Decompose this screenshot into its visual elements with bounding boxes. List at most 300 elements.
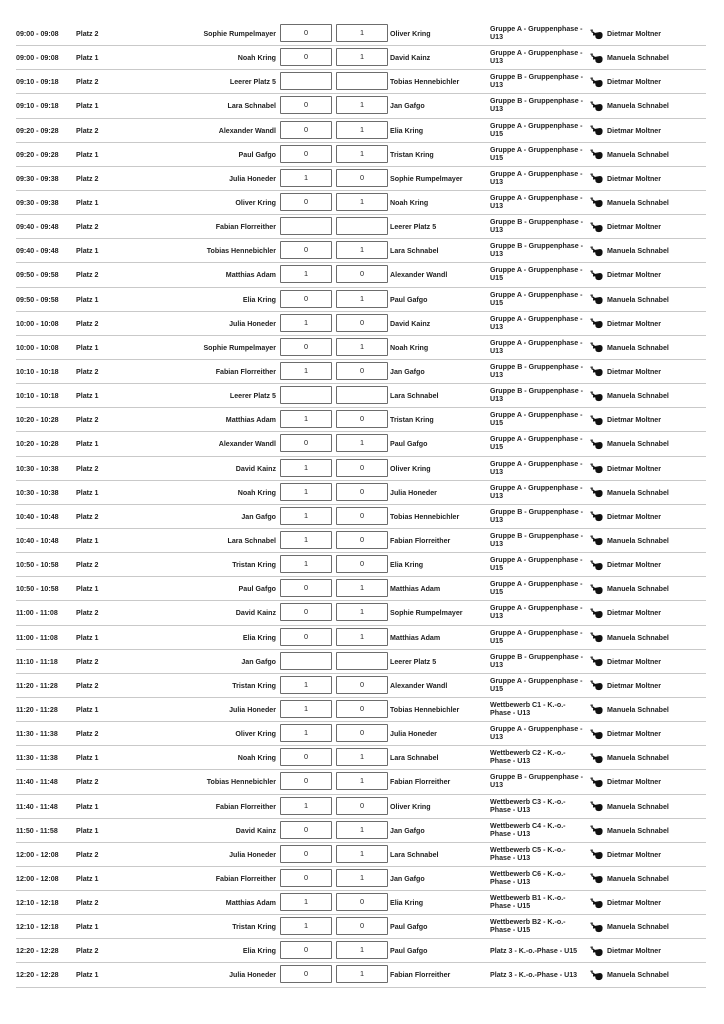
match-court: Platz 1 — [76, 874, 99, 883]
away-player: Paul Gafgo — [390, 295, 428, 304]
match-row — [16, 939, 706, 963]
home-player: Elia Kring — [242, 295, 276, 304]
away-score-field[interactable]: 1 — [336, 941, 388, 959]
away-player: Jan Gafgo — [390, 826, 425, 835]
referee-name: Dietmar Moltner — [607, 271, 661, 280]
referee-name: Dietmar Moltner — [607, 512, 661, 521]
match-court: Platz 1 — [76, 440, 99, 449]
match-court: Platz 2 — [76, 464, 99, 473]
home-score-field[interactable]: 0 — [280, 145, 332, 163]
match-row — [16, 698, 706, 722]
match-row — [16, 312, 706, 336]
referee — [590, 656, 661, 668]
away-score-field[interactable] — [336, 386, 388, 404]
match-group: Gruppe A - Gruppenphase - U13 — [490, 483, 583, 500]
match-row — [16, 577, 706, 601]
home-score-field[interactable]: 0 — [280, 121, 332, 139]
home-score-field[interactable]: 0 — [280, 24, 332, 42]
home-player: Tobias Hennebichler — [206, 778, 276, 787]
whistle-icon — [590, 656, 603, 667]
match-time: 10:20 - 10:28 — [16, 416, 59, 425]
home-player: Oliver Kring — [235, 730, 276, 739]
whistle-icon — [590, 777, 603, 788]
match-group: Gruppe A - Gruppenphase - U15 — [490, 556, 583, 573]
match-group: Gruppe A - Gruppenphase - U13 — [490, 314, 583, 331]
match-group: Gruppe B - Gruppenphase - U13 — [490, 218, 584, 235]
referee-name: Dietmar Moltner — [607, 899, 661, 908]
match-row — [16, 505, 706, 529]
away-score-field[interactable]: 0 — [336, 459, 388, 477]
referee-name: Dietmar Moltner — [607, 609, 661, 618]
away-player: David Kainz — [390, 319, 431, 328]
whistle-icon — [590, 246, 603, 257]
match-row — [16, 263, 706, 287]
home-score-field[interactable]: 0 — [280, 434, 332, 452]
whistle-icon — [590, 366, 603, 377]
referee — [590, 366, 661, 378]
home-score-field[interactable]: 0 — [280, 941, 332, 959]
referee — [590, 414, 661, 426]
match-time: 10:50 - 10:58 — [16, 585, 59, 594]
whistle-icon — [590, 222, 603, 233]
match-court: Platz 2 — [76, 899, 99, 908]
match-time: 11:40 - 11:48 — [16, 778, 58, 787]
away-player: Elia Kring — [390, 899, 424, 908]
away-score-field[interactable]: 0 — [336, 314, 388, 332]
away-player: Noah Kring — [390, 343, 429, 352]
whistle-icon — [590, 898, 603, 909]
whistle-icon — [590, 729, 603, 740]
match-time: 09:30 - 09:38 — [16, 198, 59, 207]
match-group: Wettbewerb C5 - K.-o.-Phase - U13 — [490, 845, 566, 862]
match-row — [16, 384, 706, 408]
away-score-field[interactable]: 1 — [336, 772, 388, 790]
referee-name: Manuela Schnabel — [607, 874, 669, 883]
home-player: Tristan Kring — [232, 923, 276, 932]
match-time: 10:20 - 10:28 — [16, 440, 59, 449]
match-court: Platz 1 — [76, 754, 99, 763]
match-group: Gruppe A - Gruppenphase - U13 — [490, 459, 583, 476]
match-court: Platz 2 — [76, 271, 99, 280]
match-row — [16, 746, 706, 770]
match-time: 09:50 - 09:58 — [16, 271, 59, 280]
home-player: Alexander Wandl — [218, 126, 276, 135]
away-score-field[interactable] — [336, 217, 388, 235]
referee-name: Manuela Schnabel — [607, 633, 669, 642]
match-time: 09:10 - 09:18 — [16, 102, 59, 111]
referee — [590, 776, 661, 788]
match-group: Gruppe A - Gruppenphase - U15 — [490, 145, 583, 162]
whistle-icon — [590, 487, 603, 498]
away-player: Julia Honeder — [390, 730, 437, 739]
referee-name: Dietmar Moltner — [607, 78, 661, 87]
home-score-field[interactable]: 0 — [280, 628, 332, 646]
whistle-icon — [590, 632, 603, 643]
match-row — [16, 432, 706, 456]
home-score-field[interactable]: 1 — [280, 483, 332, 501]
referee-name: Dietmar Moltner — [607, 947, 661, 956]
away-score-field[interactable]: 1 — [336, 193, 388, 211]
away-player: Jan Gafgo — [390, 367, 425, 376]
home-score-field[interactable]: 0 — [280, 579, 332, 597]
away-score-field[interactable]: 1 — [336, 965, 388, 983]
match-row — [16, 843, 706, 867]
match-court: Platz 1 — [76, 971, 99, 980]
home-player: Paul Gafgo — [238, 585, 276, 594]
home-score-field[interactable]: 1 — [280, 893, 332, 911]
home-score-field[interactable]: 1 — [280, 314, 332, 332]
referee — [590, 125, 661, 137]
away-score-field[interactable]: 0 — [336, 531, 388, 549]
match-time: 09:40 - 09:48 — [16, 247, 59, 256]
away-player: Noah Kring — [390, 198, 429, 207]
referee-name: Dietmar Moltner — [607, 464, 661, 473]
match-time: 12:20 - 12:28 — [16, 971, 59, 980]
home-score-field[interactable]: 1 — [280, 917, 332, 935]
referee — [590, 318, 661, 330]
home-score-field[interactable]: 1 — [280, 700, 332, 718]
away-player: Lara Schnabel — [390, 247, 439, 256]
away-score-field[interactable]: 1 — [336, 290, 388, 308]
referee-name: Manuela Schnabel — [607, 150, 669, 159]
away-score-field[interactable]: 1 — [336, 628, 388, 646]
referee — [590, 873, 669, 885]
referee — [590, 583, 669, 595]
home-score-field[interactable]: 0 — [280, 338, 332, 356]
referee — [590, 897, 661, 909]
match-row — [16, 94, 706, 118]
referee — [590, 825, 669, 837]
home-score-field[interactable]: 1 — [280, 555, 332, 573]
away-score-field[interactable]: 0 — [336, 362, 388, 380]
match-court: Platz 2 — [76, 174, 99, 183]
away-score-field[interactable]: 1 — [336, 338, 388, 356]
home-score-field[interactable]: 0 — [280, 603, 332, 621]
match-row — [16, 626, 706, 650]
home-player: Sophie Rumpelmayer — [203, 343, 276, 352]
home-player: Noah Kring — [237, 488, 276, 497]
match-court: Platz 1 — [76, 102, 99, 111]
away-score-field[interactable]: 0 — [336, 700, 388, 718]
match-group: Gruppe A - Gruppenphase - U13 — [490, 25, 583, 41]
match-court: Platz 2 — [76, 78, 99, 87]
referee-name: Dietmar Moltner — [607, 850, 661, 859]
away-score-field[interactable]: 0 — [336, 724, 388, 742]
match-court: Platz 2 — [76, 850, 99, 859]
whistle-icon — [590, 342, 603, 353]
away-player: David Kainz — [390, 54, 431, 63]
match-row — [16, 143, 706, 167]
match-group: Gruppe B - Gruppenphase - U13 — [490, 242, 584, 259]
whistle-icon — [590, 415, 603, 426]
home-player: Jan Gafgo — [241, 512, 276, 521]
away-score-field[interactable] — [336, 72, 388, 90]
away-player: Julia Honeder — [390, 488, 437, 497]
match-group: Gruppe A - Gruppenphase - U15 — [490, 580, 583, 597]
away-player: Matthias Adam — [390, 633, 441, 642]
home-player: Fabian Florreither — [215, 367, 276, 376]
home-score-field[interactable]: 1 — [280, 724, 332, 742]
match-court: Platz 1 — [76, 826, 99, 835]
match-group: Wettbewerb C6 - K.-o.-Phase - U13 — [490, 869, 566, 886]
match-row — [16, 22, 706, 46]
home-score-field[interactable]: 0 — [280, 290, 332, 308]
match-court: Platz 1 — [76, 705, 99, 714]
match-time: 09:20 - 09:28 — [16, 150, 59, 159]
match-time: 12:10 - 12:18 — [16, 923, 59, 932]
match-time: 10:00 - 10:08 — [16, 319, 59, 328]
away-score-field[interactable]: 1 — [336, 145, 388, 163]
home-score-field[interactable] — [280, 72, 332, 90]
match-court: Platz 2 — [76, 609, 99, 618]
away-score-field[interactable]: 0 — [336, 169, 388, 187]
referee — [590, 704, 669, 716]
away-score-field[interactable]: 1 — [336, 121, 388, 139]
referee — [590, 76, 661, 88]
home-player: Julia Honeder — [229, 705, 276, 714]
match-group: Gruppe A - Gruppenphase - U13 — [490, 169, 583, 186]
match-time: 10:30 - 10:38 — [16, 464, 59, 473]
whistle-icon — [590, 29, 603, 40]
away-score-field[interactable]: 0 — [336, 265, 388, 283]
home-player: Paul Gafgo — [238, 150, 276, 159]
home-score-field[interactable]: 1 — [280, 531, 332, 549]
home-score-field[interactable]: 1 — [280, 169, 332, 187]
away-score-field[interactable]: 0 — [336, 893, 388, 911]
away-score-field[interactable]: 1 — [336, 434, 388, 452]
referee — [590, 921, 669, 933]
whistle-icon — [590, 608, 603, 619]
whistle-icon — [590, 77, 603, 88]
home-score-field[interactable] — [280, 652, 332, 670]
referee — [590, 28, 661, 40]
away-score-field[interactable]: 0 — [336, 507, 388, 525]
home-score-field[interactable]: 0 — [280, 748, 332, 766]
home-player: Tristan Kring — [232, 681, 276, 690]
match-time: 09:50 - 09:58 — [16, 295, 59, 304]
referee — [590, 173, 661, 185]
match-time: 11:10 - 11:18 — [16, 657, 58, 666]
match-group: Wettbewerb C4 - K.-o.-Phase - U13 — [490, 821, 566, 838]
home-score-field[interactable] — [280, 217, 332, 235]
away-score-field[interactable]: 1 — [336, 24, 388, 42]
home-score-field[interactable]: 0 — [280, 193, 332, 211]
match-time: 09:30 - 09:38 — [16, 174, 59, 183]
home-player: Noah Kring — [237, 754, 276, 763]
home-player: Tristan Kring — [232, 561, 276, 570]
away-score-field[interactable]: 0 — [336, 676, 388, 694]
referee — [590, 849, 661, 861]
match-court: Platz 1 — [76, 392, 99, 401]
away-score-field[interactable]: 0 — [336, 555, 388, 573]
away-player: Oliver Kring — [390, 802, 431, 811]
referee-name: Manuela Schnabel — [607, 295, 669, 304]
referee-name: Manuela Schnabel — [607, 802, 669, 811]
whistle-icon — [590, 318, 603, 329]
match-time: 09:00 - 09:08 — [16, 30, 59, 38]
match-court: Platz 1 — [76, 923, 99, 932]
match-court: Platz 2 — [76, 367, 99, 376]
referee — [590, 390, 669, 402]
match-court: Platz 2 — [76, 223, 99, 232]
match-group: Gruppe B - Gruppenphase - U13 — [490, 773, 584, 790]
match-row — [16, 915, 706, 939]
referee-name: Dietmar Moltner — [607, 681, 661, 690]
whistle-icon — [590, 511, 603, 522]
away-score-field[interactable]: 0 — [336, 917, 388, 935]
whistle-icon — [590, 753, 603, 764]
match-schedule — [16, 22, 706, 988]
referee — [590, 438, 669, 450]
referee-name: Manuela Schnabel — [607, 585, 669, 594]
home-score-field[interactable]: 0 — [280, 96, 332, 114]
away-score-field[interactable]: 1 — [336, 603, 388, 621]
home-player: David Kainz — [235, 609, 276, 618]
away-player: Sophie Rumpelmayer — [390, 609, 463, 618]
match-row — [16, 601, 706, 625]
referee — [590, 100, 669, 112]
match-group: Gruppe A - Gruppenphase - U15 — [490, 290, 583, 307]
away-score-field[interactable] — [336, 652, 388, 670]
match-time: 11:00 - 11:08 — [16, 633, 58, 642]
home-score-field[interactable]: 0 — [280, 241, 332, 259]
home-score-field[interactable]: 0 — [280, 821, 332, 839]
match-time: 10:50 - 10:58 — [16, 561, 59, 570]
referee — [590, 294, 669, 306]
match-row — [16, 481, 706, 505]
match-row — [16, 963, 706, 987]
home-player: Fabian Florreither — [215, 223, 276, 232]
referee-name: Manuela Schnabel — [607, 54, 669, 63]
match-row — [16, 167, 706, 191]
match-court: Platz 1 — [76, 536, 99, 545]
match-time: 09:10 - 09:18 — [16, 78, 59, 87]
away-score-field[interactable]: 1 — [336, 869, 388, 887]
home-score-field[interactable]: 1 — [280, 797, 332, 815]
match-group: Gruppe A - Gruppenphase - U13 — [490, 604, 583, 621]
home-score-field[interactable]: 1 — [280, 362, 332, 380]
referee — [590, 342, 669, 354]
referee — [590, 463, 661, 475]
referee — [590, 269, 661, 281]
home-score-field[interactable]: 0 — [280, 965, 332, 983]
referee — [590, 607, 661, 619]
match-court: Platz 2 — [76, 778, 99, 787]
referee-name: Dietmar Moltner — [607, 126, 661, 135]
whistle-icon — [590, 680, 603, 691]
whistle-icon — [590, 391, 603, 402]
home-score-field[interactable]: 0 — [280, 845, 332, 863]
referee-name: Manuela Schnabel — [607, 826, 669, 835]
away-player: Alexander Wandl — [390, 681, 448, 690]
match-time: 11:40 - 11:48 — [16, 802, 58, 811]
home-player: Matthias Adam — [225, 899, 276, 908]
match-group: Gruppe A - Gruppenphase - U15 — [490, 266, 583, 283]
whistle-icon — [590, 825, 603, 836]
home-score-field[interactable]: 1 — [280, 676, 332, 694]
away-player: Lara Schnabel — [390, 850, 439, 859]
away-score-field[interactable]: 1 — [336, 96, 388, 114]
away-player: Fabian Florreither — [390, 971, 451, 980]
match-row — [16, 529, 706, 553]
home-player: Matthias Adam — [225, 271, 276, 280]
match-group: Gruppe A - Gruppenphase - U15 — [490, 628, 583, 645]
referee-name: Dietmar Moltner — [607, 657, 661, 666]
away-score-field[interactable]: 1 — [336, 48, 388, 66]
referee — [590, 945, 661, 957]
referee-name: Dietmar Moltner — [607, 174, 661, 183]
home-score-field[interactable]: 1 — [280, 265, 332, 283]
match-group: Gruppe B - Gruppenphase - U13 — [490, 97, 584, 114]
referee-name: Manuela Schnabel — [607, 198, 669, 207]
away-score-field[interactable]: 1 — [336, 241, 388, 259]
home-player: David Kainz — [235, 826, 276, 835]
referee-name: Manuela Schnabel — [607, 102, 669, 111]
away-player: Lara Schnabel — [390, 392, 439, 401]
match-time: 10:00 - 10:08 — [16, 343, 59, 352]
home-player: Julia Honeder — [229, 319, 276, 328]
away-score-field[interactable]: 0 — [336, 410, 388, 428]
referee — [590, 801, 669, 813]
away-score-field[interactable]: 0 — [336, 797, 388, 815]
home-player: Julia Honeder — [229, 174, 276, 183]
referee-name: Manuela Schnabel — [607, 536, 669, 545]
away-player: Lara Schnabel — [390, 754, 439, 763]
home-player: Matthias Adam — [225, 416, 276, 425]
match-time: 10:10 - 10:18 — [16, 367, 59, 376]
match-group: Platz 3 - K.-o.-Phase - U15 — [490, 947, 578, 956]
away-player: Leerer Platz 5 — [390, 223, 437, 232]
match-row — [16, 191, 706, 215]
home-score-field[interactable]: 0 — [280, 48, 332, 66]
match-row — [16, 674, 706, 698]
home-score-field[interactable]: 1 — [280, 459, 332, 477]
match-row — [16, 891, 706, 915]
home-score-field[interactable]: 1 — [280, 410, 332, 428]
match-court: Platz 1 — [76, 247, 99, 256]
referee — [590, 969, 669, 981]
away-score-field[interactable]: 1 — [336, 579, 388, 597]
match-group: Wettbewerb C1 - K.-o.-Phase - U13 — [490, 700, 566, 717]
match-court: Platz 2 — [76, 30, 99, 38]
home-score-field[interactable]: 1 — [280, 507, 332, 525]
referee-name: Dietmar Moltner — [607, 730, 661, 739]
home-player: Leerer Platz 5 — [229, 78, 276, 87]
away-score-field[interactable]: 0 — [336, 483, 388, 501]
home-score-field[interactable] — [280, 386, 332, 404]
match-row — [16, 553, 706, 577]
match-row — [16, 650, 706, 674]
away-player: Tobias Hennebichler — [390, 78, 460, 87]
referee — [590, 559, 661, 571]
match-group: Gruppe A - Gruppenphase - U15 — [490, 411, 583, 428]
away-score-field[interactable]: 1 — [336, 821, 388, 839]
home-score-field[interactable]: 0 — [280, 869, 332, 887]
away-score-field[interactable]: 1 — [336, 845, 388, 863]
match-time: 10:40 - 10:48 — [16, 512, 59, 521]
match-group: Gruppe B - Gruppenphase - U13 — [490, 531, 584, 548]
referee-name: Manuela Schnabel — [607, 488, 669, 497]
away-player: Paul Gafgo — [390, 923, 428, 932]
match-court: Platz 2 — [76, 512, 99, 521]
referee — [590, 680, 661, 692]
match-row — [16, 770, 706, 794]
referee-name: Dietmar Moltner — [607, 367, 661, 376]
home-score-field[interactable]: 0 — [280, 772, 332, 790]
referee-name: Dietmar Moltner — [607, 319, 661, 328]
away-score-field[interactable]: 1 — [336, 748, 388, 766]
match-time: 11:20 - 11:28 — [16, 681, 58, 690]
